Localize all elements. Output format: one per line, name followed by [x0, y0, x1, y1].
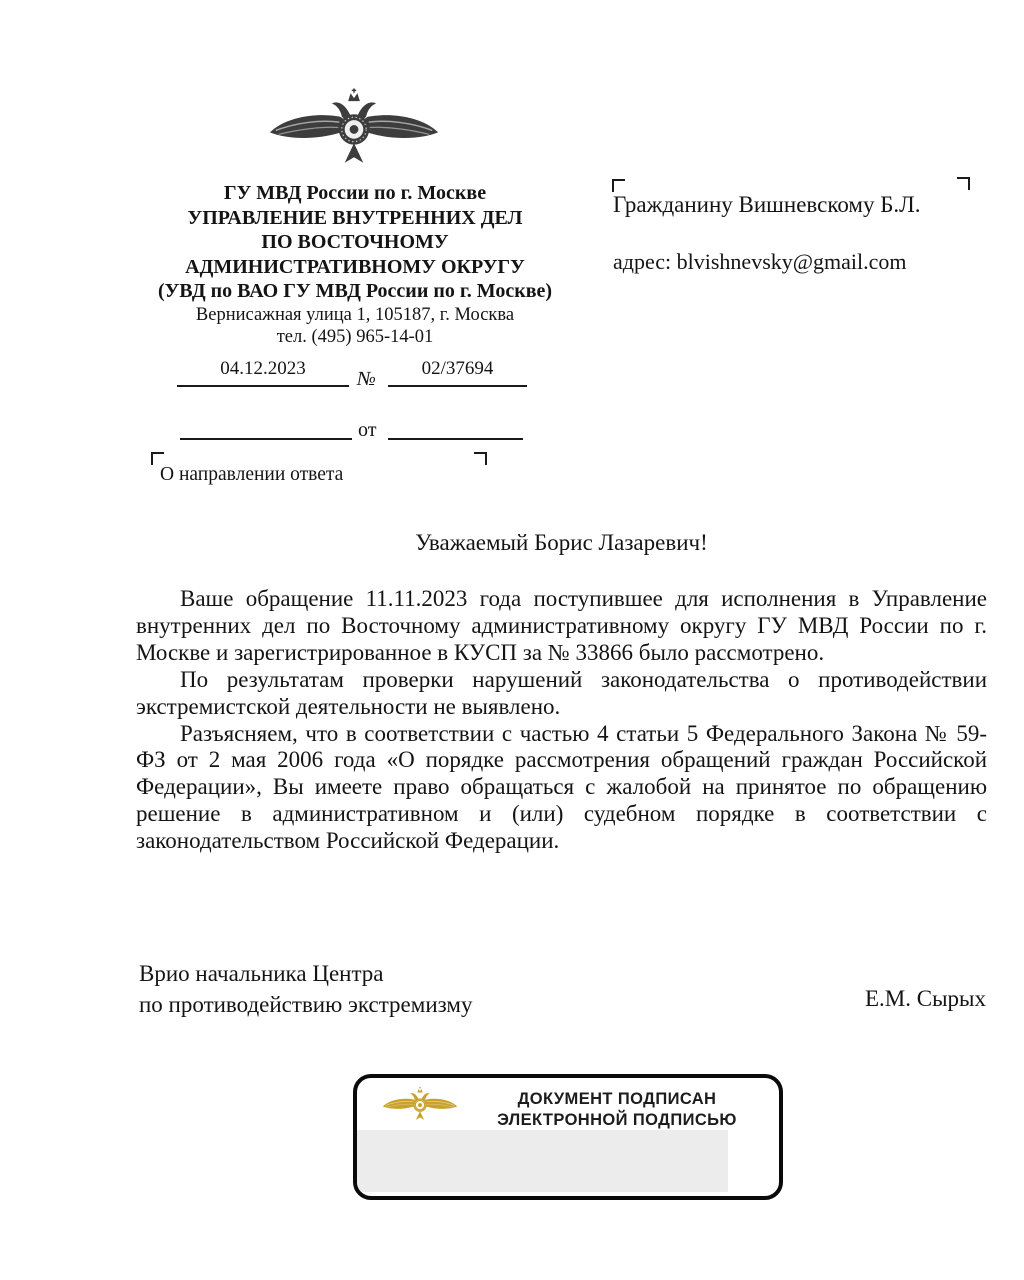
reply-date-blank — [388, 414, 523, 440]
address-zone-corner-icon — [612, 179, 625, 192]
recipient-email: адрес: blvishnevsky@gmail.com — [613, 249, 907, 274]
letterhead-org-line: ПО ВОСТОЧНОМУ — [261, 231, 449, 254]
stamp-caption-line1: ДОКУМЕНТ ПОДПИСАН — [517, 1090, 717, 1108]
letterhead-org-line: ГУ МВД России по г. Москве — [223, 182, 487, 204]
gold-mvd-emblem-icon — [381, 1082, 459, 1126]
signer-name: Е.М. Сырых — [865, 986, 986, 1011]
letter-body — [136, 586, 987, 855]
mvd-emblem-icon — [266, 80, 442, 174]
letterhead-org-line: (УВД по ВАО ГУ МВД России по г. Москве) — [157, 280, 553, 303]
number-sign-label: № — [357, 368, 376, 390]
letterhead — [138, 181, 572, 349]
letterhead-org-line: АДМИНИСТРАТИВНОМУ ОКРУГУ — [185, 255, 525, 278]
recipient-block — [610, 177, 972, 275]
signer-title-line1: Врио начальника Центра — [139, 961, 384, 986]
stamp-caption — [469, 1089, 765, 1131]
electronic-signature-stamp — [353, 1074, 783, 1200]
salutation: Уважаемый Борис Лазаревич! — [415, 530, 708, 555]
address-zone-corner-icon — [957, 177, 970, 190]
stamp-caption-line2: ЭЛЕКТРОННОЙ ПОДПИСЬЮ — [497, 1111, 737, 1129]
body-paragraph-2: По результатам проверки нарушений законодательства о противодействии экстремистской деятельности не выявлено. — [136, 666, 987, 719]
stamp-blank-area — [357, 1130, 728, 1192]
letter-subject: О направлении ответа — [160, 464, 344, 485]
body-paragraph-1: Ваше обращение 11.11.2023 года поступившее для исполнения в Управление внутренних дел по Восточному административному округу ГУ МВД России по г. Москве и зарегистрированное в КУСП за № 33866 было рассмотрено. — [136, 586, 987, 665]
from-label: от — [358, 419, 377, 441]
letter-date: 04.12.2023 — [177, 358, 349, 387]
letter-number: 02/37694 — [388, 358, 527, 387]
signer-title — [139, 958, 472, 1020]
letterhead-address: Вернисажная улица 1, 105187, г. Москва — [195, 304, 515, 325]
body-paragraph-3: Разъясняем, что в соответствии с частью 4 статьи 5 Федерального Закона № 59-ФЗ от 2 мая 2006 года «О порядке рассмотрения обращений граждан Российской Федерации», Вы имеете право обращаться с жалобой на принятое по обращению решение в административном и (или) судебном порядке в соответствии с законодательством Российской Федерации. — [136, 720, 987, 854]
recipient-name: Гражданину Вишневскому Б.Л. — [613, 192, 921, 217]
reply-reference-blank — [180, 414, 352, 440]
subject-zone-corner-icon — [474, 452, 487, 465]
letterhead-org-line: УПРАВЛЕНИЕ ВНУТРЕННИХ ДЕЛ — [187, 206, 523, 229]
signer-title-line2: по противодействию экстремизму — [139, 992, 473, 1017]
letterhead-phone: тел. (495) 965-14-01 — [276, 327, 434, 348]
